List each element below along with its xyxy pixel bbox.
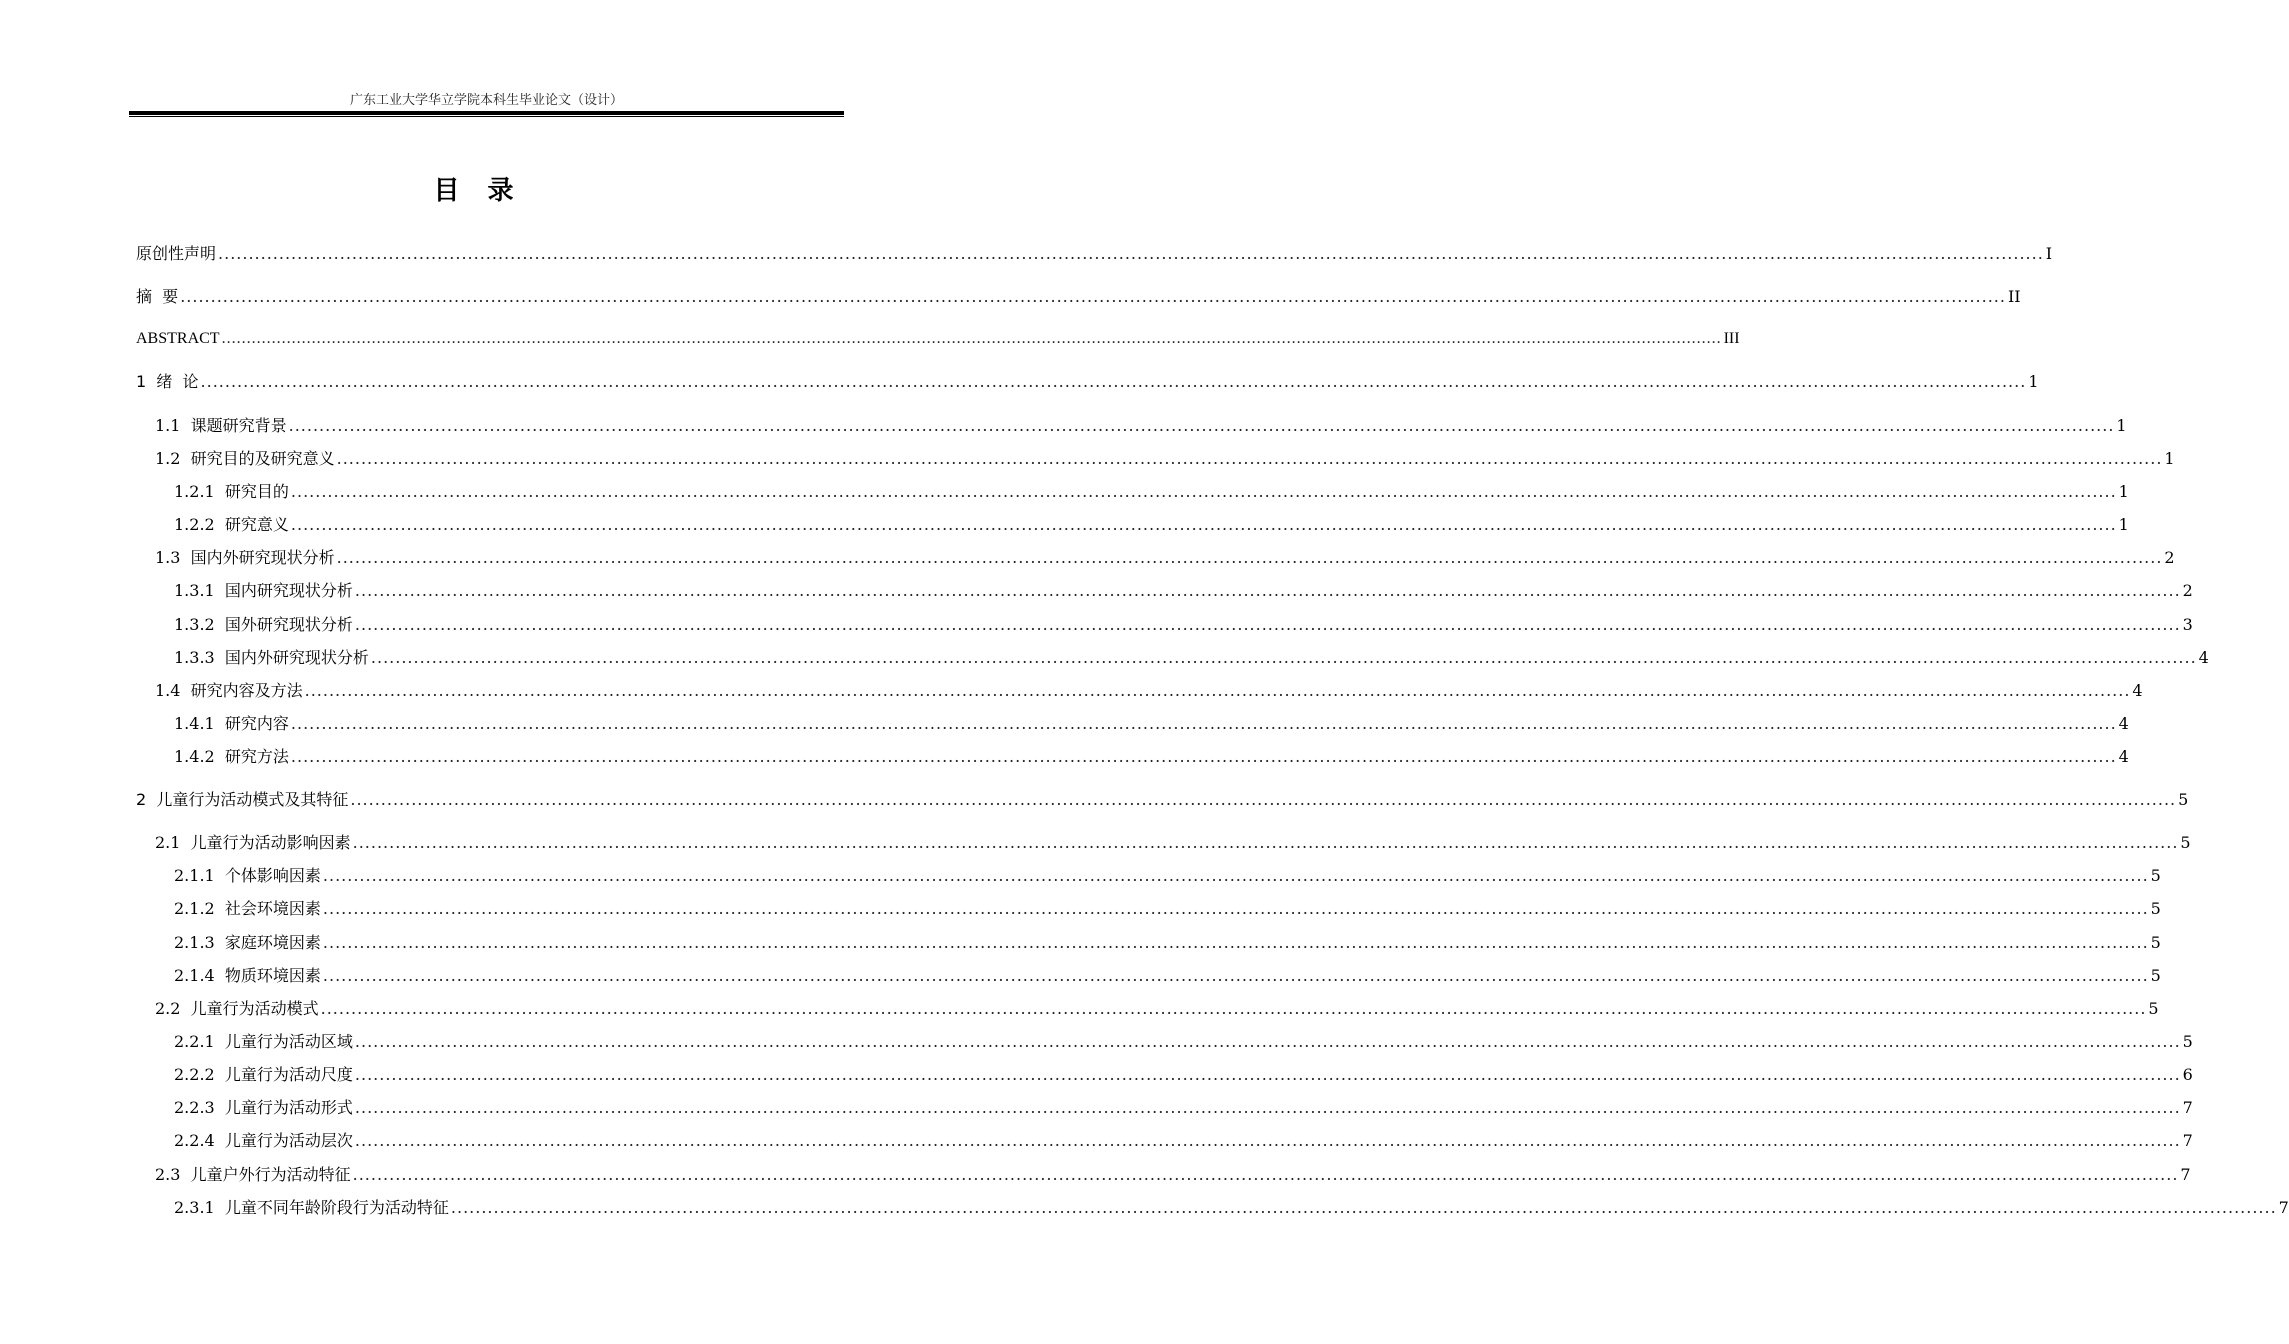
toc-entry-label: 原创性声明 (136, 244, 217, 263)
toc-leader: ............................................................................................................................................................................................................................................................................................................ (304, 681, 2131, 700)
toc-entry-2-2[interactable] (155, 998, 2159, 1020)
toc-entry-label: 2 儿童行为活动模式及其特征 (136, 790, 349, 809)
toc-entry-label: 1.1 课题研究背景 (155, 416, 287, 435)
toc-entry-label: 1.4 研究内容及方法 (155, 681, 303, 700)
toc-leader: ............................................................................................................................................................................................................................................................................................................ (290, 747, 2117, 766)
toc-entry-label: 2.2.3 儿童行为活动形式 (174, 1098, 353, 1117)
toc-entry-label: 1.3.3 国内外研究现状分析 (174, 648, 369, 667)
toc-entry-1-4[interactable] (155, 680, 2143, 702)
toc-entry-1-3-1[interactable] (174, 580, 2193, 602)
toc-entry-abstract-en[interactable] (136, 328, 1740, 350)
toc-entry-chapter-1[interactable] (136, 371, 2039, 393)
toc-entry-page: 1 (2164, 449, 2175, 468)
toc-leader: ............................................................................................................................................................................................................................................................................................................ (322, 966, 2149, 985)
toc-entry-label: 2.1.1 个体影响因素 (174, 866, 321, 885)
toc-leader: ............................................................................................................................................................................................................................................................................................................ (290, 714, 2117, 733)
toc-entry-label: 2.1.4 物质环境因素 (174, 966, 321, 985)
toc-entry-page: 5 (2182, 1032, 2193, 1051)
toc-entry-page: 5 (2150, 899, 2161, 918)
toc-entry-label: 2.3 儿童户外行为活动特征 (155, 1165, 351, 1184)
toc-entry-page: 7 (2182, 1098, 2193, 1117)
toc-entry-2-1-1[interactable] (174, 865, 2161, 887)
toc-entry-page: 7 (2182, 1131, 2193, 1150)
toc-entry-page: 7 (2180, 1165, 2191, 1184)
toc-leader: ............................................................................................................................................................................................................................................................................................................ (322, 866, 2149, 885)
page-title: 目录 (433, 176, 542, 206)
toc-leader: ............................................................................................................................................................................................................................................................................................................ (354, 1131, 2181, 1150)
toc-entry-page: 1 (2118, 482, 2129, 501)
toc-entry-2-2-4[interactable] (174, 1130, 2193, 1152)
toc-entry-2-1[interactable] (155, 832, 2191, 854)
toc-entry-page: 5 (2180, 833, 2191, 852)
toc-entry-2-2-3[interactable] (174, 1097, 2193, 1119)
toc-entry-chapter-2[interactable] (136, 789, 2189, 811)
toc-entry-label: 1.3 国内外研究现状分析 (155, 548, 335, 567)
toc-leader: ............................................................................................................................................................................................................................................................................................................ (354, 581, 2181, 600)
toc-entry-label: 2.2 儿童行为活动模式 (155, 999, 319, 1018)
toc-entry-page: 4 (2132, 681, 2143, 700)
toc-entry-label: 1.2 研究目的及研究意义 (155, 449, 335, 468)
toc-entry-label: 1.2.1 研究目的 (174, 482, 289, 501)
toc-entry-1-3-3[interactable] (174, 647, 2209, 669)
toc-entry-page: I (2045, 244, 2053, 263)
toc-entry-1-2-2[interactable] (174, 514, 2129, 536)
toc-leader: ............................................................................................................................................................................................................................................................................................................ (320, 999, 2147, 1018)
toc-leader: ............................................................................................................................................................................................................................................................................................................ (352, 833, 2179, 852)
toc-leader: ............................................................................................................................................................................................................................................................................................................ (221, 330, 1722, 347)
toc-entry-label: 1 绪 论 (136, 372, 199, 391)
toc-entry-label: ABSTRACT (136, 330, 220, 347)
toc-leader: ............................................................................................................................................................................................................................................................................................................ (322, 933, 2149, 952)
toc-entry-page: 4 (2198, 648, 2209, 667)
toc-entry-label: 2.2.4 儿童行为活动层次 (174, 1131, 353, 1150)
toc-leader: ............................................................................................................................................................................................................................................................................................................ (354, 1098, 2181, 1117)
toc-leader: ............................................................................................................................................................................................................................................................................................................ (290, 515, 2117, 534)
toc-leader: ............................................................................................................................................................................................................................................................................................................ (354, 1065, 2181, 1084)
toc-leader: ............................................................................................................................................................................................................................................................................................................ (450, 1198, 2277, 1217)
toc-entry-1-4-1[interactable] (174, 713, 2129, 735)
toc-entry-label: 2.2.1 儿童行为活动区域 (174, 1032, 353, 1051)
toc-entry-page: 7 (2278, 1198, 2289, 1217)
toc-entry-page: 4 (2118, 747, 2129, 766)
toc-entry-page: 1 (2116, 416, 2127, 435)
toc-entry-label: 1.2.2 研究意义 (174, 515, 289, 534)
toc-leader: ............................................................................................................................................................................................................................................................................................................ (200, 372, 2027, 391)
toc-entry-page: 5 (2150, 933, 2161, 952)
toc-entry-1-4-2[interactable] (174, 746, 2129, 768)
toc-entry-2-1-2[interactable] (174, 898, 2161, 920)
toc-leader: ............................................................................................................................................................................................................................................................................................................ (336, 449, 2163, 468)
toc-entry-page: 5 (2148, 999, 2159, 1018)
toc-entry-originality[interactable] (136, 243, 2053, 265)
toc-entry-page: III (1723, 330, 1740, 347)
toc-entry-page: II (2007, 287, 2021, 306)
toc-entry-page: 1 (2028, 372, 2039, 391)
toc-entry-page: 5 (2150, 966, 2161, 985)
toc-entry-page: 2 (2164, 548, 2175, 567)
toc-leader: ............................................................................................................................................................................................................................................................................................................ (336, 548, 2163, 567)
toc-entry-2-3-1[interactable] (174, 1197, 2289, 1219)
toc-entry-page: 2 (2182, 581, 2193, 600)
running-header: 广东工业大学华立学院本科生毕业论文（设计） (349, 93, 623, 108)
toc-leader: ............................................................................................................................................................................................................................................................................................................ (288, 416, 2115, 435)
toc-entry-page: 3 (2182, 615, 2193, 634)
toc-entry-abstract-cn[interactable] (136, 286, 2021, 308)
toc-entry-label: 摘 要 (136, 287, 179, 306)
toc-leader: ............................................................................................................................................................................................................................................................................................................ (350, 790, 2177, 809)
toc-leader: ............................................................................................................................................................................................................................................................................................................ (218, 244, 2044, 263)
toc-entry-label: 2.1 儿童行为活动影响因素 (155, 833, 351, 852)
toc-entry-1-2-1[interactable] (174, 481, 2129, 503)
toc-entry-page: 6 (2182, 1065, 2193, 1084)
toc-entry-page: 4 (2118, 714, 2129, 733)
toc-entry-page: 5 (2150, 866, 2161, 885)
toc-leader: ............................................................................................................................................................................................................................................................................................................ (354, 615, 2181, 634)
toc-entry-label: 1.4.1 研究内容 (174, 714, 289, 733)
toc-entry-2-1-4[interactable] (174, 965, 2161, 987)
toc-entry-1-3[interactable] (155, 547, 2175, 569)
toc-entry-label: 2.3.1 儿童不同年龄阶段行为活动特征 (174, 1198, 449, 1217)
toc-leader: ............................................................................................................................................................................................................................................................................................................ (180, 287, 2006, 306)
toc-entry-2-2-1[interactable] (174, 1031, 2193, 1053)
toc-entry-1-1[interactable] (155, 415, 2127, 437)
toc-entry-label: 1.3.1 国内研究现状分析 (174, 581, 353, 600)
toc-entry-1-3-2[interactable] (174, 614, 2193, 636)
toc-leader: ............................................................................................................................................................................................................................................................................................................ (370, 648, 2197, 667)
toc-entry-2-1-3[interactable] (174, 932, 2161, 954)
toc-leader: ............................................................................................................................................................................................................................................................................................................ (352, 1165, 2179, 1184)
toc-entry-page: 5 (2178, 790, 2189, 809)
toc-entry-label: 2.1.2 社会环境因素 (174, 899, 321, 918)
toc-entry-2-3[interactable] (155, 1164, 2191, 1186)
toc-leader: ............................................................................................................................................................................................................................................................................................................ (290, 482, 2117, 501)
toc-entry-label: 1.3.2 国外研究现状分析 (174, 615, 353, 634)
toc-entry-2-2-2[interactable] (174, 1064, 2193, 1086)
toc-entry-label: 1.4.2 研究方法 (174, 747, 289, 766)
toc-entry-1-2[interactable] (155, 448, 2175, 470)
toc-leader: ............................................................................................................................................................................................................................................................................................................ (354, 1032, 2181, 1051)
toc-entry-label: 2.2.2 儿童行为活动尺度 (174, 1065, 353, 1084)
toc-entry-page: 1 (2118, 515, 2129, 534)
toc-entry-label: 2.1.3 家庭环境因素 (174, 933, 321, 952)
toc-leader: ............................................................................................................................................................................................................................................................................................................ (322, 899, 2149, 918)
